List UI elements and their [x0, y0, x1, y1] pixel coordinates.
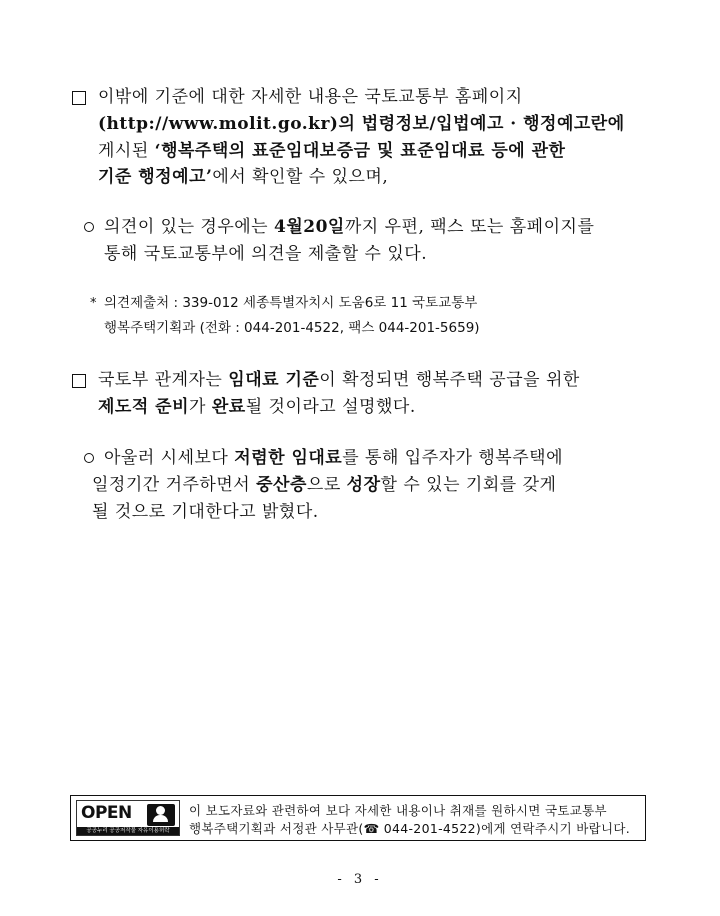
- section4-line2-bold2: 성장: [346, 475, 381, 495]
- section4-line1-bold: 저렴한 임대료: [234, 448, 343, 468]
- section1-line2: (http://www.molit.go.kr)의 법령정보/입법예고 · 행정예고란에: [98, 114, 625, 134]
- section1-line4-post: 에서 확인할 수 있으며,: [212, 167, 389, 187]
- section2-line1-bold: 4월20일: [274, 217, 345, 237]
- section4-line2-post: 할 수 있는 기회를 갖게: [380, 475, 557, 495]
- footer-line2: 행복주택기획과 서정관 사무관(☎ 044-201-4522)에게 연락주시기 바랍니다.: [189, 821, 631, 836]
- section1-line1: 이밖에 기준에 대한 자세한 내용은 국토교통부 홈페이지: [98, 87, 523, 107]
- section4-line1-pre: 아울러 시세보다: [104, 448, 235, 468]
- section4-line2-bold1: 중산층: [256, 475, 307, 495]
- section4-line1-post: 를 통해 입주자가 행복주택에: [342, 448, 563, 468]
- note-star: *: [90, 296, 97, 311]
- section3-line1-pre: 국토부 관계자는: [98, 370, 229, 390]
- section3-line1-bold: 임대료 기준: [228, 370, 320, 390]
- section2-line1-pre: 의견이 있는 경우에는: [104, 217, 275, 237]
- section3-line2: [98, 396, 416, 418]
- note-line2: 행복주택기획과 (전화 : 044-201-4522, 팩스 044-201-5659): [104, 320, 480, 336]
- open-logo-text: OPEN: [81, 803, 132, 823]
- circle-bullet: [84, 453, 94, 463]
- section3-line2-bold2: 완료: [211, 397, 246, 417]
- checkbox-bullet: [72, 91, 86, 105]
- section2-line1: [104, 216, 594, 238]
- section1-line3: [98, 140, 565, 162]
- section1-line3-pre: 게시된: [98, 141, 155, 161]
- section4-line2-mid: 으로: [306, 475, 347, 495]
- section2-line2: 통해 국토교통부에 의견을 제출할 수 있다.: [104, 244, 428, 264]
- footer-line1: 이 보도자료와 관련하여 보다 자세한 내용이나 취재를 원하시면 국토교통부: [189, 803, 607, 818]
- note-line1: 의견제출처 : 339-012 세종특별자치시 도움6로 11 국토교통부: [104, 295, 478, 311]
- section4-line2-pre: 일정기간 거주하면서: [92, 475, 257, 495]
- section2-line1-post: 까지 우편, 팩스 또는 홈페이지를: [344, 217, 595, 237]
- section1-line3-bold: ‘행복주택의 표준임대보증금 및 표준임대료 등에 관한: [154, 141, 566, 161]
- section3-line2-post: 될 것이라고 설명했다.: [245, 397, 416, 417]
- section1-line4-bold: 기준 행정예고’: [98, 167, 213, 187]
- section3-line1: [98, 369, 580, 391]
- contact-footer-box: [70, 795, 646, 841]
- section1-line4: [98, 166, 388, 188]
- open-license-caption: 공공누리 공공저작물 자유이용허락: [77, 827, 179, 835]
- circle-bullet: [84, 222, 94, 232]
- section4-line2: [92, 474, 556, 496]
- section4-line3: 될 것으로 기대한다고 밝혔다.: [92, 502, 319, 522]
- section3-line1-post: 이 확정되면 행복주택 공급을 위한: [319, 370, 580, 390]
- attribution-icon: [147, 804, 175, 826]
- section3-line2-bold1: 제도적 준비: [98, 397, 190, 417]
- page-number: - 3 -: [337, 872, 383, 887]
- section3-line2-mid: 가: [189, 397, 212, 417]
- section4-line1: [104, 447, 563, 469]
- open-license-badge: [76, 800, 180, 836]
- checkbox-bullet: [72, 374, 86, 388]
